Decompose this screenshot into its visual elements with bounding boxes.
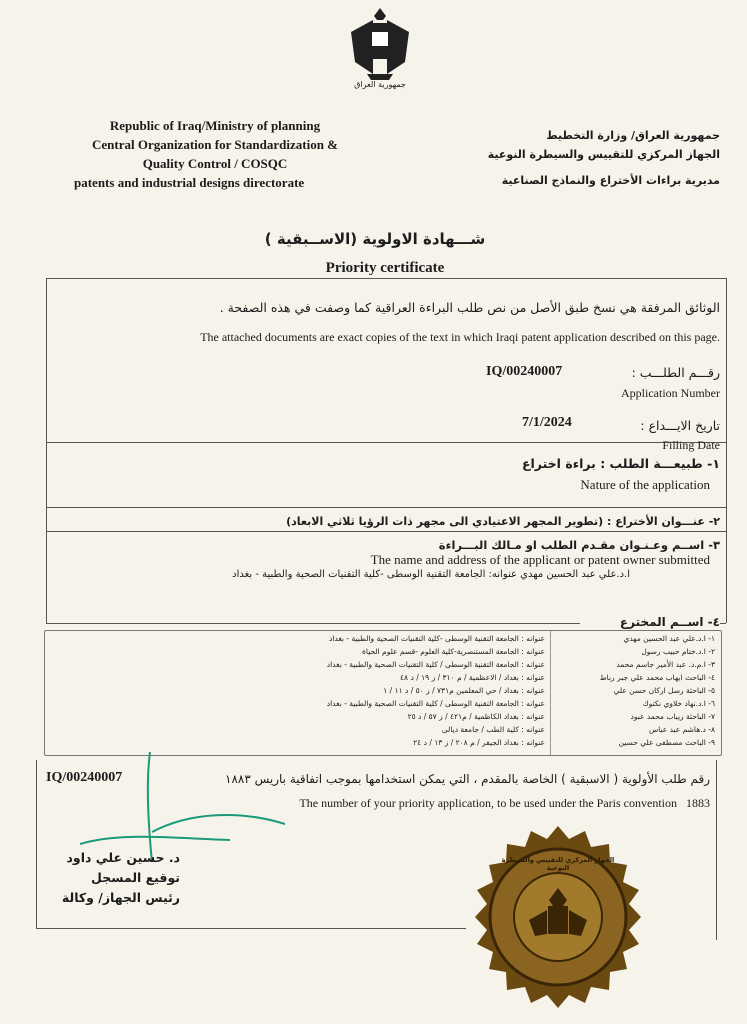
statement-english: The attached documents are exact copies of the text in which Iraqi patent application described on this page. [200, 330, 720, 344]
frame-left-line [46, 278, 47, 623]
header-ar-line2: الجهاز المركزي للتقييس والسيطرة النوعية [487, 148, 720, 161]
signature-title: رئيس الجهاز/ وكالة [61, 890, 180, 905]
title-arabic: شـــهادة الاولوية (الاســبقية ) [264, 230, 486, 248]
inventor-address: عنوانه : الجامعة التقنية الوسطى / كلية التقنيات الصحية والطبية - بغداد [326, 699, 545, 708]
frame-top-line [46, 278, 726, 279]
filing-date-label-ar: تاريخ الايـــداع : [640, 418, 720, 433]
seal-text: الجهاز المركزي للتقييس والسيطرة النوعية [501, 856, 615, 872]
inventor-address: عنوانه : بغداد / حي المعلمين م٧٣١ / ز ٥٠ / د ١١ / ١ [383, 686, 545, 695]
header-en-line1: Republic of Iraq/Ministry of planning [109, 118, 321, 133]
header-arabic [470, 126, 720, 190]
inventor-name: ٧- الباحثة ريباب محمد عبود [630, 712, 715, 721]
frame-right-line [726, 278, 727, 623]
header-ar-line3: مديرية براءات الأختراع والنماذج الصناعية [501, 174, 720, 187]
row-divider [46, 531, 726, 532]
nature-arabic: ١- طبيعـــة الطلب : براءة اختراع [521, 456, 720, 471]
inventor-address: عنوانه : الجامعة التقنية الوسطى / كلية التقنيات الصحية والطبية - بغداد [326, 660, 545, 669]
priority-number: IQ/00240007 [46, 770, 123, 785]
signature-name: د. حسين علي داود [66, 850, 180, 865]
priority-statement-ar: رقم طلب الأولوية ( الاسبقية ) الخاصة بالمقدم ، التي يمكن استخدامها بموجب اتفاقية باريس ١٨٨٣ [225, 772, 710, 786]
application-number-label-ar: رقـــم الطلـــب : [631, 365, 720, 380]
inventor-name: ٤- الباحث ايهاب محمد علي جبر رباط [599, 673, 715, 682]
inventor-address: عنوانه : بغداد الجيفر / م ٢٠٨ / ز ١٣ / د ٢٤ [413, 738, 545, 747]
row-divider [46, 507, 726, 508]
application-number-value: IQ/00240007 [486, 364, 563, 379]
invention-title: ٢- عنـــوان الأختراع : (تطوير المجهر الاعتيادي الى مجهر ذات الرؤيا ثلاثي الابعاد) [286, 515, 720, 528]
inventor-address: عنوانه : بغداد / الاعظمية / م ٣١٠ / ز ١٩ / د ٤٨ [400, 673, 545, 682]
seal-icon [463, 822, 653, 1012]
statement-arabic: الوثائق المرفقة هي نسخ طبق الأصل من نص طلب البراءة العراقية كما وصفت في هذه الصفحة . [219, 300, 720, 315]
header-en-line4: patents and industrial designs directorate [74, 175, 305, 190]
inventor-name: ٣- ا.م.د. عبد الأمير جاسم محمد [616, 660, 715, 669]
inventor-name: ٥- الباحثة رسل اركان حسن علي [613, 686, 715, 695]
inventor-name: ١- ا.د.علي عبد الحسين مهدي [623, 634, 715, 643]
header-english [70, 116, 360, 192]
applicant-label-ar: ٣- اســم وعـنـوان مقـدم الطلب او مـالك البـــراءة [438, 538, 720, 552]
bottom-frame-line [36, 928, 466, 929]
application-number-label-en: Application Number [621, 386, 720, 400]
signature-role: توقيع المسجل [91, 870, 180, 885]
inventor-address: عنوانه : الجامعة المستنصرية-كلية العلوم -قسم علوم الحياة [361, 647, 545, 656]
header-en-line3: Quality Control / COSQC [142, 156, 288, 171]
applicant-detail: ا.د.علي عبد الحسين مهدي عنوانه: الجامعة التقنية الوسطى -كلية التقنيات الصحية والطبية - بغداد [232, 569, 630, 580]
iraq-emblem [343, 2, 417, 94]
inventor-name: ٩- الباحث مصطفى علي حسين [618, 738, 715, 747]
official-seal [463, 822, 653, 1012]
title-english: Priority certificate [325, 260, 445, 276]
applicant-label-en: The name and address of the applicant or patent owner submitted [370, 552, 710, 567]
inventor-name: ٦- ا.د.نهاد خلاوي نكتوك [642, 699, 715, 708]
nature-english: Nature of the application [580, 477, 710, 492]
header-ar-line1: جمهورية العراق/ وزارة التخطيط [546, 129, 720, 142]
inventor-address: عنوانه : الجامعة التقنية الوسطى -كلية التقنيات الصحية والطبية - بغداد [328, 634, 545, 643]
signature-block [50, 848, 180, 908]
header-en-line2: Central Organization for Standardization & [91, 137, 339, 152]
inventors-table-divider [550, 631, 551, 755]
inventors-heading: ٤- اســم المخترع [580, 615, 720, 629]
emblem-caption: جمهورية العراق [354, 80, 406, 89]
bottom-frame-left-line [36, 760, 37, 928]
inventor-address: عنوانه : كلية الطب / جامعة ديالى [441, 725, 545, 734]
inventor-name: ٨- د.هاشم عبد عباس [649, 725, 715, 734]
bottom-frame-right-line [716, 760, 717, 940]
filing-date-label-en: Filling Date [662, 438, 720, 452]
inventor-name: ٢- ا.د.ختام حبيب رسول [641, 647, 715, 656]
filing-date-value: 7/1/2024 [522, 415, 572, 430]
inventor-address: عنوانه : بغداد الكاظمية / م٤٢١ / ز ٥٧ / د ٢٥ [407, 712, 545, 721]
priority-en-year: 1883 [686, 796, 710, 810]
priority-en-prefix: The number of your priority application, to be used under the Paris convention [299, 796, 677, 810]
